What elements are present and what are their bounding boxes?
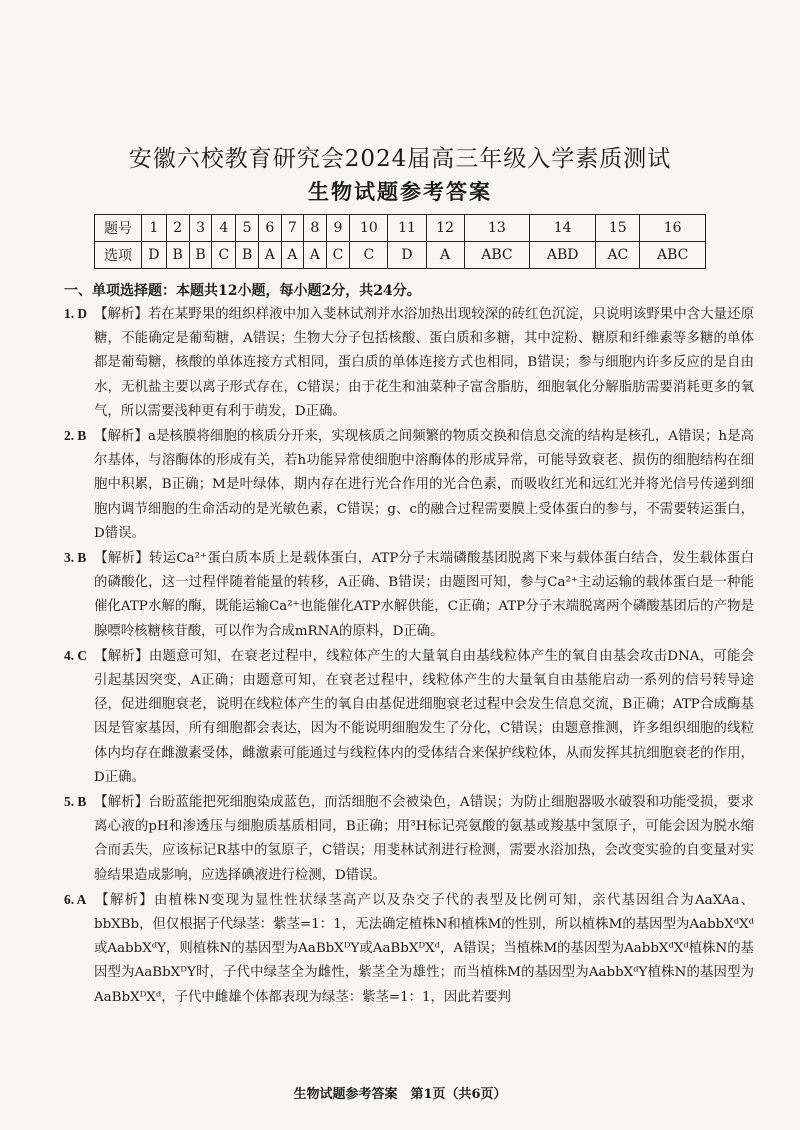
table-cell: C xyxy=(212,242,236,269)
table-cell: 5 xyxy=(236,215,259,242)
explanation-text: 【解析】转运Ca²⁺蛋白质本质上是载体蛋白，ATP分子末端磷酸基团脱离下来与载体蛋白结合，发生载体蛋白的磷酸化，这一过程伴随着能量的转移，A正确、B错误；由题图可知，参与Ca²⁺主动运输的载体蛋白是一种能催化ATP水解的酶，既能运输Ca²⁺也能催化ATP水解供能，C正确；ATP分子末端脱离两个磷酸基团后的产物是腺嘌呤核糖核苷酸，可以作为合成mRNA的原料，D正确。 xyxy=(94,551,754,639)
table-cell: B xyxy=(189,242,212,269)
table-row-label: 选项 xyxy=(95,242,142,269)
table-cell: 14 xyxy=(530,215,596,242)
table-cell: ABC xyxy=(464,242,530,269)
table-cell: 10 xyxy=(350,215,388,242)
question-explanation xyxy=(64,546,754,644)
table-cell: 6 xyxy=(259,215,282,242)
question-number: 4. C xyxy=(64,647,88,663)
question-explanation xyxy=(64,644,754,790)
table-cell: 1 xyxy=(142,215,167,242)
explanation-text: 【解析】若在某野果的组织样液中加入斐林试剂并水浴加热出现较深的砖红色沉淀，只说明该野果中含大量还原糖，不能确定是葡萄糖，A错误；生物大分子包括核酸、蛋白质和多糖，其中淀粉、糖原和纤维素等多糖的单体都是葡萄糖，核酸的单体连接方式相同，蛋白质的单体连接方式也相同，B错误；参与细胞内许多反应的是自由水，无机盐主要以离子形式存在，C错误；由于花生和油菜种子富含脂肪，细胞氧化分解脂肪需要消耗更多的氧气，所以需要浅种更有利于萌发，D正确。 xyxy=(94,307,754,419)
table-cell: C xyxy=(350,242,388,269)
table-cell: 7 xyxy=(281,215,304,242)
section-heading: 一、单项选择题：本题共12小题，每小题2分，共24分。 xyxy=(64,283,421,299)
table-cell: 9 xyxy=(326,215,350,242)
question-explanation xyxy=(64,302,754,424)
explanation-text: 【解析】由题意可知，在衰老过程中，线粒体产生的大量氧自由基线粒体产生的氧自由基会攻击DNA，可能会引起基因突变，A正确；由题意可知，在衰老过程中，线粒体产生的大量氧自由基能启动一系列的信号转导途径，促进细胞衰老，说明在线粒体产生的氧自由基促进细胞衰老过程中会发生信息交流，B正确；ATP合成酶基因是管家基因，所有细胞都会表达，因为不能说明细胞发生了分化，C错误；由题意推测，许多组织细胞的线粒体内均存在雌激素受体，雌激素可能通过与线粒体内的受体结合来保护线粒体，从而发挥其抗细胞衰老的作用，D正确。 xyxy=(94,648,754,785)
table-cell: 12 xyxy=(426,215,464,242)
table-cell: 13 xyxy=(464,215,530,242)
question-explanation xyxy=(64,790,754,888)
question-number: 6. A xyxy=(64,891,87,907)
answer-table-answer-row xyxy=(95,242,706,269)
table-cell: ABD xyxy=(530,242,596,269)
table-cell: A xyxy=(281,242,304,269)
table-cell: 4 xyxy=(212,215,236,242)
table-cell: D xyxy=(388,242,426,269)
table-cell: 8 xyxy=(304,215,327,242)
table-cell: 16 xyxy=(640,215,706,242)
table-cell: B xyxy=(166,242,189,269)
page-subtitle: 生物试题参考答案 xyxy=(308,179,492,204)
table-cell: D xyxy=(142,242,167,269)
question-number: 3. B xyxy=(64,550,87,566)
answer-table-number-row xyxy=(95,215,706,242)
table-row-label: 题号 xyxy=(95,215,142,242)
table-cell: 15 xyxy=(596,215,640,242)
question-number: 5. B xyxy=(64,794,87,810)
table-cell: A xyxy=(426,242,464,269)
question-explanation xyxy=(64,888,754,1010)
explanation-text: 【解析】a是核膜将细胞的核质分开来，实现核质之间频繁的物质交换和信息交流的结构是核孔，A错误；h是高尔基体，与溶酶体的形成有关，若h功能异常使细胞中溶酶体的形成异常，可能导致衰老、损伤的细胞结构在细胞中积累，B正确；M是叶绿体，期内存在进行光合作用的光合色素，而吸收红光和远红光并将光信号传递到细胞内调节细胞的生命活动的是光敏色素，C错误；g、c的融合过程需要膜上受体蛋白的参与，不需要转运蛋白，D错误。 xyxy=(94,429,754,541)
table-cell: 3 xyxy=(189,215,212,242)
table-cell: A xyxy=(304,242,327,269)
table-cell: A xyxy=(259,242,282,269)
question-explanation xyxy=(64,424,754,546)
table-cell: 2 xyxy=(166,215,189,242)
answer-table xyxy=(94,214,706,269)
explanation-text: 【解析】台盼蓝能把死细胞染成蓝色，而活细胞不会被染色，A错误；为防止细胞器吸水破裂和功能受损，要求离心液的pH和渗透压与细胞质基质相同，B正确；用³H标记亮氨酸的氨基或羧基中氢原子，可能会因为脱水缩合而丢失，应该标记R基中的氢原子，C错误；用斐林试剂进行检测，需要水浴加热，会改变实验的自变量对实验结果造成影响，应选择碘液进行检测，D错误。 xyxy=(94,795,754,883)
page-footer: 生物试题参考答案 第1页（共6页） xyxy=(293,1087,507,1102)
explanation-text: 【解析】由植株N变现为显性性状绿茎高产以及杂交子代的表型及比例可知，亲代基因组合为AaXAa、bbXBb，但仅根据子代绿茎：紫茎=1：1，无法确定植株N和植株M的性别，所以植株M的基因型为AabbXᵈXᵈ或AabbXᵈY，则植株N的基因型为AaBbXᴰY或AaBbXᴰXᵈ，A错误；当植株M的基因型为AabbXᵈXᵈ植株N的基因型为AaBbXᴰY时，子代中绿茎全为雌性，紫茎全为雄性；而当植株M的基因型为AabbXᵈY植株N的基因型为AaBbXᴰXᵈ，子代中雌雄个体都表现为绿茎：紫茎=1：1，因此若要判 xyxy=(94,892,754,1005)
question-number: 1. D xyxy=(64,306,88,321)
table-cell: AC xyxy=(596,242,640,269)
table-cell: 11 xyxy=(388,215,426,242)
question-number: 2. B xyxy=(64,428,87,444)
page-title: 安徽六校教育研究会2024届高三年级入学素质测试 xyxy=(128,146,672,172)
table-cell: B xyxy=(236,242,259,269)
table-cell: ABC xyxy=(640,242,706,269)
answer-explanations xyxy=(64,302,754,1010)
table-cell: C xyxy=(326,242,350,269)
